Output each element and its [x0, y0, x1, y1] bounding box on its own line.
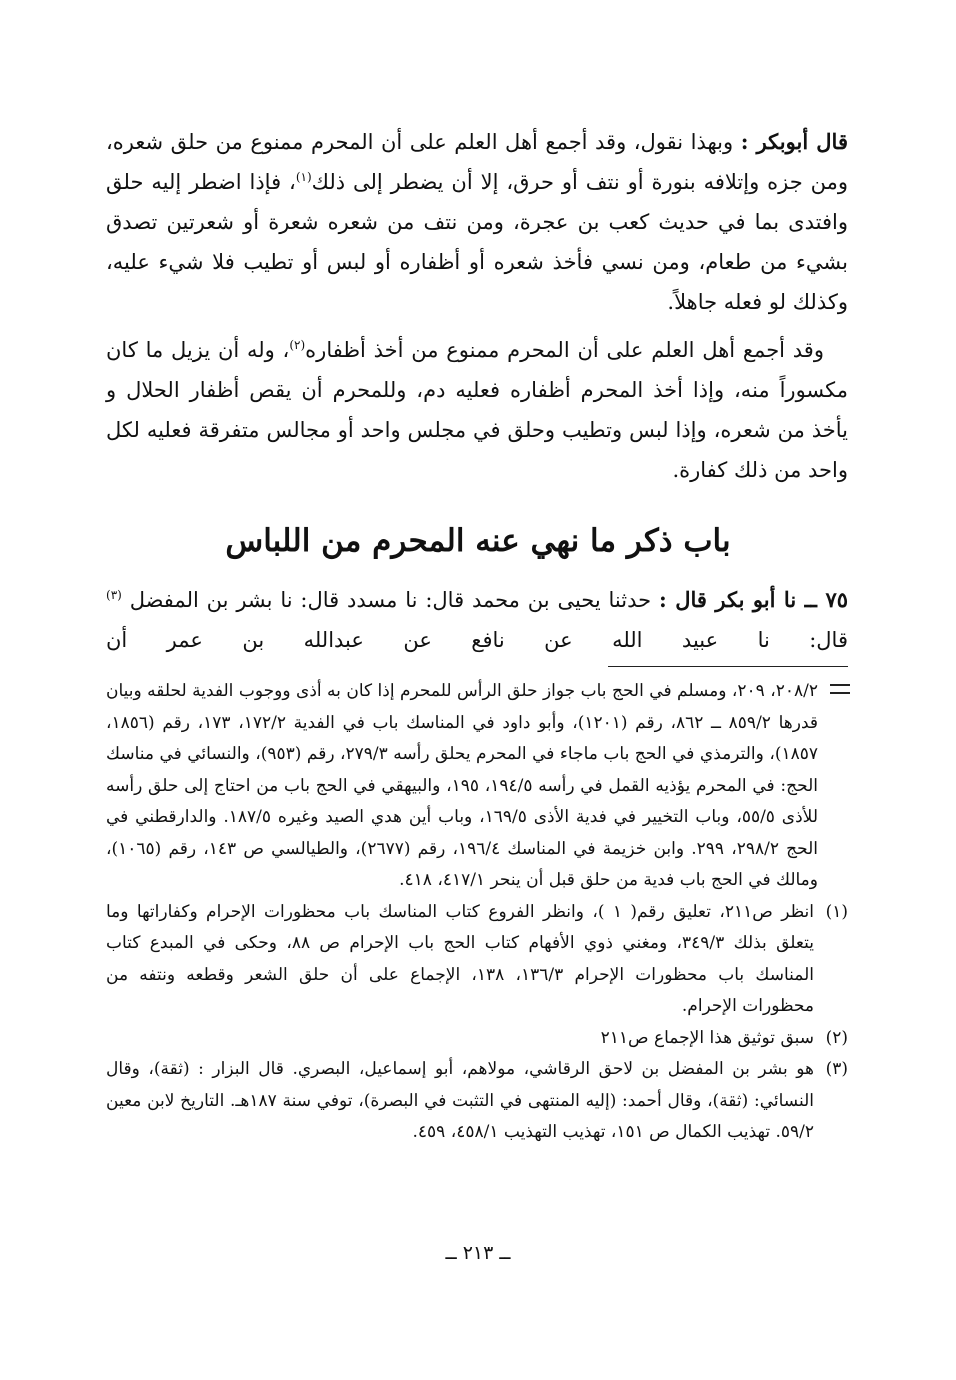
- footnote-1: [106, 897, 848, 1023]
- footnote-number: (١): [825, 901, 848, 922]
- speaker-label: قال أبوبكر :: [740, 129, 848, 154]
- footnote-text: انظر ص٢١١، تعليق رقم( ١ )، وانظر الفروع كتاب المناسك باب محظورات الإحرام وكفاراتها وما يتعلق بذلك ٣٤٩/٣، ومغني ذوي الأفهام كتاب الحج باب الإحرام ص ٨٨، وحكى في المبدع كتاب المناسك باب محظورات الإحرام ١٣٦/٣، ١٣٨، الإجماع على أن حلق الشعر وقطعه ونتفه من محظورات الإحرام.: [106, 901, 814, 1016]
- page-number: ــ ٢١٣ ــ: [445, 1242, 511, 1264]
- paragraph-2: [106, 330, 848, 490]
- paragraph-2-text-b: ، وله أن يزيل ما كان مكسوراً منه، وإذا أخذ المحرم أظفاره فعليه دم، وللمحرم أن يقص أظفار الحلال و يأخذ من شعره، وإذا لبس وتطيب وحلق في مجلس واحد أو مجالس متفرقة فعليه لكل واحد من ذلك كفارة.: [106, 338, 848, 482]
- paragraph-1-text-b: ، فإذا اضطر إليه حلق وافتدى بما في حديث كعب بن عجرة، ومن نتف من شعره شعرة أو شعرتين تصدق بشيء من طعام، ومن نسي فأخذ شعره أو أظفاره أو لبس أو تطيب فلا شيء عليه، وكذلك لو فعله جاهلاً.: [106, 170, 848, 314]
- footnote-text: سبق توثيق هذا الإجماع ص٢١١: [600, 1027, 814, 1048]
- footnote-2: [106, 1023, 848, 1055]
- footnote-text: هو بشر بن المفضل بن لاحق الرقاشي، مولاهم، أبو إسماعيل، البصري. قال البزار : (ثقة)، وقال النسائي: (ثقة)، وقال أحمد: (إليه المنتهى في التثبت في البصرة)، توفي سنة ١٨٧هـ. التاريخ لابن معين ٥٩/٢. تهذيب الكمال ص ١٥١، تهذيب التهذيب ٤٥٨/١، ٤٥٩.: [106, 1059, 814, 1142]
- footnote-number: (٣): [825, 1059, 848, 1079]
- chapter-heading: باب ذكر ما نهي عنه المحرم من اللباس: [225, 523, 731, 559]
- footnote-ref-3[interactable]: (٣): [106, 588, 122, 602]
- footnotes: [106, 676, 848, 1149]
- paragraph-1-text-a: وبهذا نقول، وقد أجمع أهل العلم على أن المحرم ممنوع من حلق شعره، ومن جزه وإتلافه بنورة أو نتف أو حرق، إلا أن يضطر إلى ذلك: [106, 130, 848, 194]
- footnote-3: [106, 1054, 848, 1149]
- hadith-text-b: قال: نا عبيد الله عن نافع عن عبدالله بن عمر أن: [106, 628, 848, 652]
- hadith-text-a: حدثنا يحيى بن محمد قال: نا مسدد قال: نا بشر بن المفضل: [129, 588, 652, 612]
- hadith-label: ٧٥ ــ نا أبو بكر قال :: [658, 587, 848, 612]
- footnote-ref-2[interactable]: (٢): [289, 338, 306, 352]
- paragraph-2-text-a: وقد أجمع أهل العلم على أن المحرم ممنوع من أخذ أظفاره: [305, 338, 824, 362]
- paragraph-1: [106, 122, 848, 322]
- footnote-continued: ٢٠٨/٢، ٢٠٩، ومسلم في الحج باب جواز حلق الرأس للمحرم إذا كان به أذى ووجوب الفدية لحلقه وبيان قدرها ٨٥٩/٢ ــ ٨٦٢، رقم (١٢٠١)، وأبو داود في المناسك باب في الفدية ١٧٢/٢، ١٧٣، رقم (١٨٥٦، ١٨٥٧)، والترمذي في الحج باب ماجاء في المحرم يحلق رأسه ٢٧٩/٣، رقم (٩٥٣)، والنسائي في مناسك الحج: في المحرم يؤذيه القمل في رأسه ١٩٤/٥، ١٩٥، والبيهقي في الحج باب من احتاج إلى حلق رأسه للأذى ٥٥/٥، وباب التخيير في فدية الأذى ١٦٩/٥، وباب أين هدي الصيد وغيره ١٨٧/٥. والدارقطني في الحج ٢٩٨/٢، ٢٩٩. وابن خزيمة في المناسك ١٩٦/٤، رقم (٢٦٧٧)، والطيالسي ص ١٤٣، رقم (١٠٦٥)، ومالك في الحج باب فدية من حلق قبل أن ينحر ٤١٧/١، ٤١٨.: [106, 681, 819, 890]
- footnote-separator: [608, 666, 848, 667]
- footnote-number: (٢): [825, 1027, 848, 1048]
- footnote-ref-1[interactable]: (١): [295, 170, 312, 184]
- hadith-75: [106, 580, 848, 660]
